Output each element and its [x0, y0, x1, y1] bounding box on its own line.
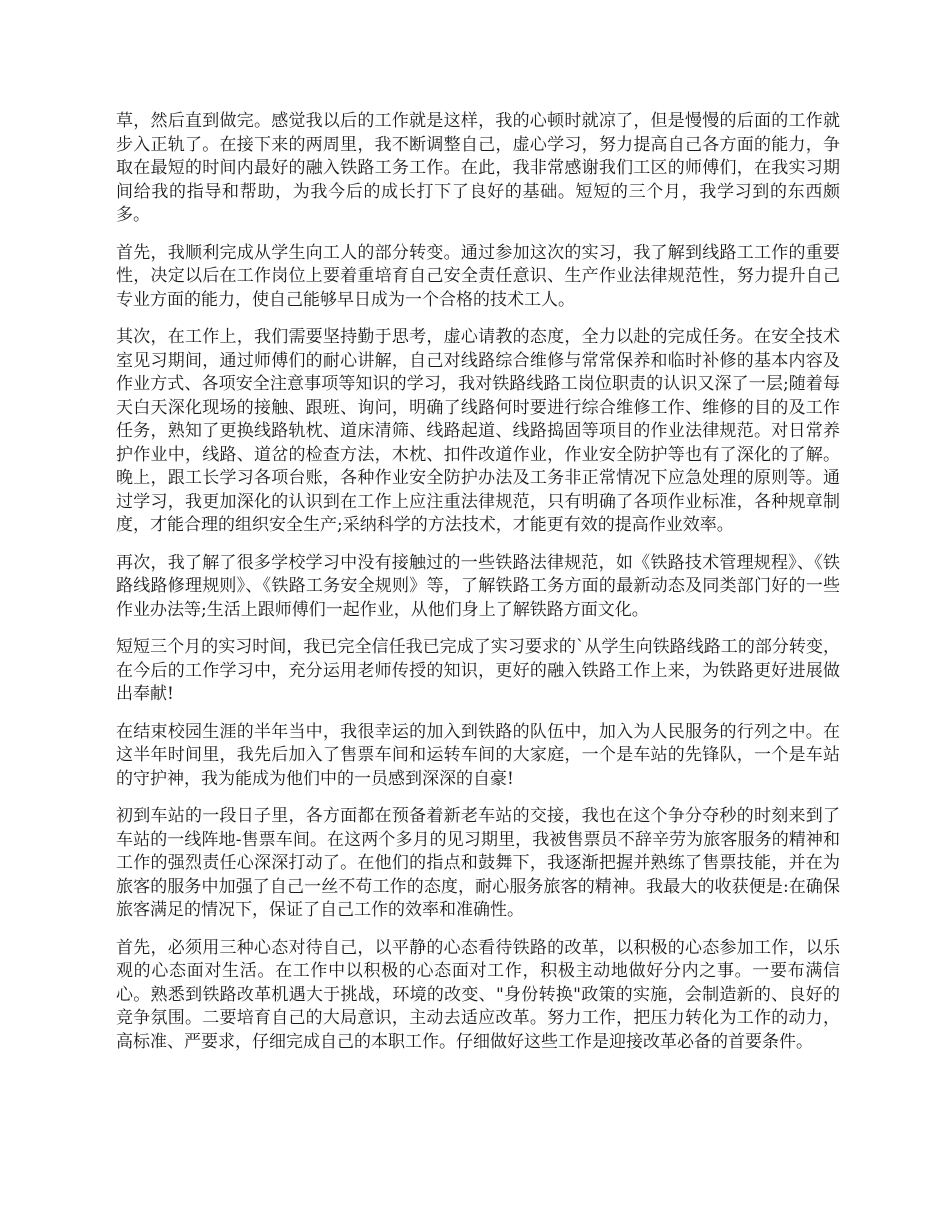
- paragraph-7: 初到车站的一段日子里，各方面都在预备着新老车站的交接，我也在这个争分夺秒的时刻来到了车站的一线阵地-售票车间。在这两个多月的见习期里，我被售票员不辞辛劳为旅客服务的精神和工作的强烈责任心深深打动了。在他们的指点和鼓舞下，我逐渐把握并熟练了售票技能，并在为旅客的服务中加强了自己一丝不苟工作的态度，耐心服务旅客的精神。我最大的收获便是:在确保旅客满足的情况下，保证了自己工作的效率和准确性。: [116, 806, 840, 920]
- paragraph-2: 首先，我顺利完成从学生向工人的部分转变。通过参加这次的实习，我了解到线路工工作的重要性，决定以后在工作岗位上要着重培育自己安全责任意识、生产作业法律规范性，努力提升自己专业方面的能力，使自己能够早日成为一个合格的技术工人。: [116, 242, 840, 310]
- paragraph-6: 在结束校园生涯的半年当中，我很幸运的加入到铁路的队伍中，加入为人民服务的行列之中。在这半年时间里，我先后加入了售票车间和运转车间的大家庭，一个是车站的先锋队，一个是车站的守护神，我为能成为他们中的一员感到深深的自豪!: [116, 721, 840, 789]
- document-body: [116, 110, 840, 1068]
- paragraph-1: 草，然后直到做完。感觉我以后的工作就是这样，我的心顿时就凉了，但是慢慢的后面的工作就步入正轨了。在接下来的两周里，我不断调整自己，虚心学习，努力提高自己各方面的能力，争取在最短的时间内最好的融入铁路工务工作。在此，我非常感谢我们工区的师傅们，在我实习期间给我的指导和帮助，为我今后的成长打下了良好的基础。短短的三个月，我学习到的东西颇多。: [116, 111, 840, 225]
- paragraph-8: 首先，必须用三种心态对待自己，以平静的心态看待铁路的改革，以积极的心态参加工作，以乐观的心态面对生活。在工作中以积极的心态面对工作，积极主动地做好分内之事。一要布满信心。熟悉到铁路改革机遇大于挑战，环境的改变、"身份转换"政策的实施，会制造新的、良好的竞争氛围。二要培育自己的大局意识，主动去适应改革。努力工作，把压力转化为工作的动力，高标准、严要求，仔细完成自己的本职工作。仔细做好这些工作是迎接改革必备的首要条件。: [116, 937, 840, 1052]
- paragraph-3: 其次，在工作上，我们需要坚持勤于思考，虚心请教的态度，全力以赴的完成任务。在安全技术室见习期间，通过师傅们的耐心讲解，自己对线路综合维修与常常保养和临时补修的基本内容及作业方式、各项安全注意事项等知识的学习，我对铁路线路工岗位职责的认识又深了一层;随着每天白天深化现场的接触、跟班、询问，明确了线路何时要进行综合维修工作、维修的目的及工作任务，熟知了更换线路轨枕、道床清筛、线路起道、线路捣固等项目的作业法律规范。对日常养护作业中，线路、道岔的检查方法，木枕、扣件改道作业，作业安全防护等也有了深化的了解。晚上，跟工长学习各项台账，各种作业安全防护办法及工务非正常情况下应急处理的原则等。通过学习，我更加深化的认识到在工作上应注重法律规范，只有明确了各项作业标准，各种规章制度，才能合理的组织安全生产;采纳科学的方法技术，才能更有效的提高作业效率。: [116, 327, 840, 535]
- paragraph-5: 短短三个月的实习时间，我已完全信任我已完成了实习要求的`从学生向铁路线路工的部分转变，在今后的工作学习中，充分运用老师传授的知识，更好的融入铁路工作上来，为铁路更好进展做出奉献!: [116, 637, 840, 704]
- paragraph-4: 再次，我了解了很多学校学习中没有接触过的一些铁路法律规范，如《铁路技术管理规程》、《铁路线路修理规则》、《铁路工务安全规则》等，了解铁路工务方面的最新动态及同类部门好的一些作业办法等;生活上跟师傅们一起作业，从他们身上了解铁路方面文化。: [116, 552, 840, 620]
